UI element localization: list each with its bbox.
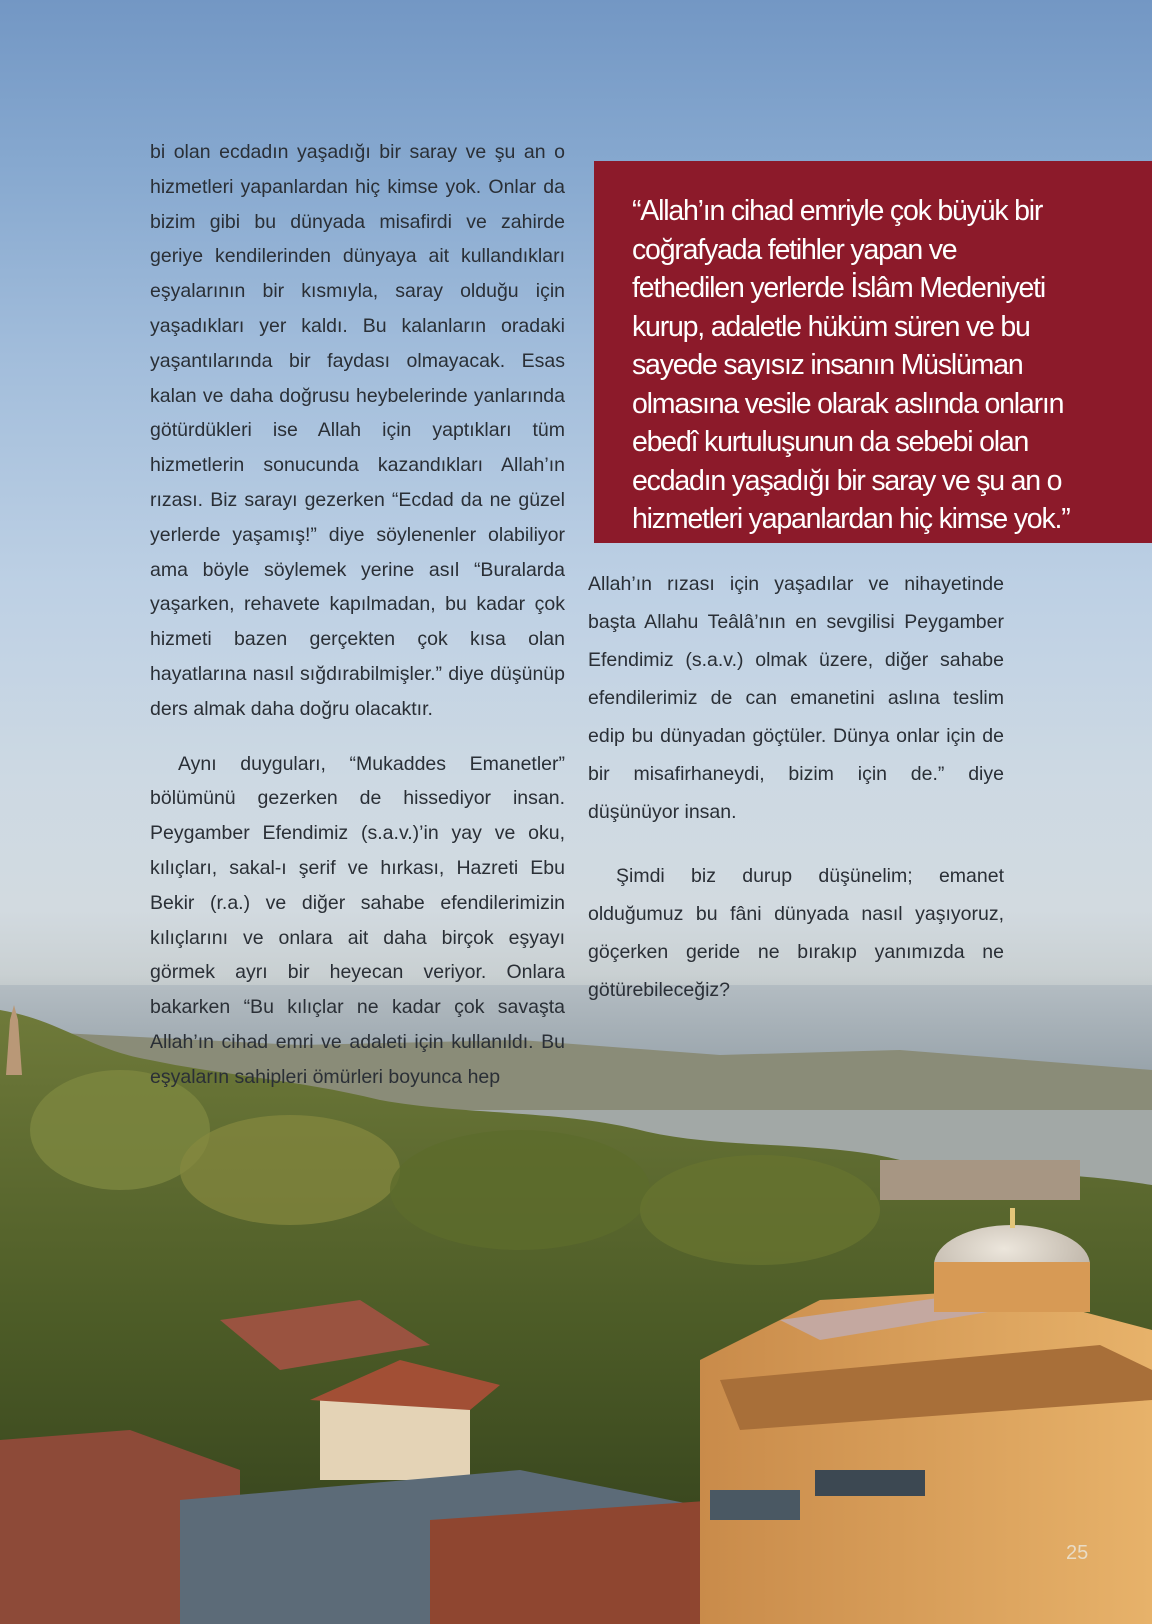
pull-quote-text: “Allah’ın cihad emriyle çok büyük bir coğrafyada fetihler yapan ve fethedilen yerlerde İslâm Medeniyeti kurup, adaletle hüküm süren ve bu sayede sayısız insanın Müslüman olmasına vesile olarak aslında onların ebedî kurtuluşunun da sebebi olan ecdadın yaşadığı bir saray ve şu an o hizmetleri yapanlardan hiç kimse yok.” [632,195,1070,535]
left-paragraph-2: Aynı duyguları, “Mukaddes Emanetler” bölümünü gezerken de hissediyor insan. Peygamber Efendimiz (s.a.v.)’in yay ve oku, kılıçları, sakal-ı şerif ve hırkası, Hazreti Ebu Bekir (r.a.) ve diğer sahabe efendilerimizin kılıçlarını ve onlara ait daha birçok eşyayı görmek ayrı bir heyecan veriyor. Onlara bakarken “Bu kılıçlar ne kadar çok savaşta Allah’ın cihad emri ve adaleti için kullanıldı. Bu eşyaların sahipleri ömürleri boyunca hep [150,752,565,1088]
right-paragraph-2: Şimdi biz durup düşünelim; emanet olduğumuz bu fâni dünyada nasıl yaşıyoruz, göçerken geride ne bırakıp yanımızda ne götürebileceğiz? [588,865,1004,1001]
right-text-column [588,565,1004,1009]
page-number: 25 [1066,1542,1089,1564]
left-paragraph-1: bi olan ecdadın yaşadığı bir saray ve şu an o hizmetleri yapanlardan hiç kimse yok. Onlar da bizim gibi bu dünyada misafirdi ve zahirde geriye kendilerinden dünyaya ait kullandıkları eşyalarının bir kısmıyla, saray olduğu için yaşadıkları yer kaldı. Bu kalanların oradaki yaşantılarında bir faydası olmayacak. Esas kalan ve daha doğrusu heybelerinde yanlarında götürdükleri ise Allah için yaptıkları tüm hizmetlerin sonucunda kazandıkları Allah’ın rızası. Biz sarayı gezerken “Ecdad da ne güzel yerlerde yaşamış!” diye söylenenler olabiliyor ama böyle söylemek yerine asıl “Buralarda yaşarken, rehavete kapılmadan, bu kadar çok hizmeti bazen gerçekten çok kısa olan hayatlarına nasıl sığdırabilmişler.” diye düşünüp ders almak daha doğru olacaktır. [150,141,565,720]
left-text-column [150,135,565,1095]
church-walls [700,1290,1152,1624]
right-paragraph-1: Allah’ın rızası için yaşadılar ve nihayetinde başta Allahu Teâlâ’nın en sevgilisi Peygamber Efendimiz (s.a.v.) olmak üzere, diğer sahabe efendilerimiz de can emanetini aslına teslim edip bu dünyadan göçtüler. Dünya onlar için de bir misafirhaneydi, bizim için de.” diye düşünüyor insan. [588,573,1004,823]
